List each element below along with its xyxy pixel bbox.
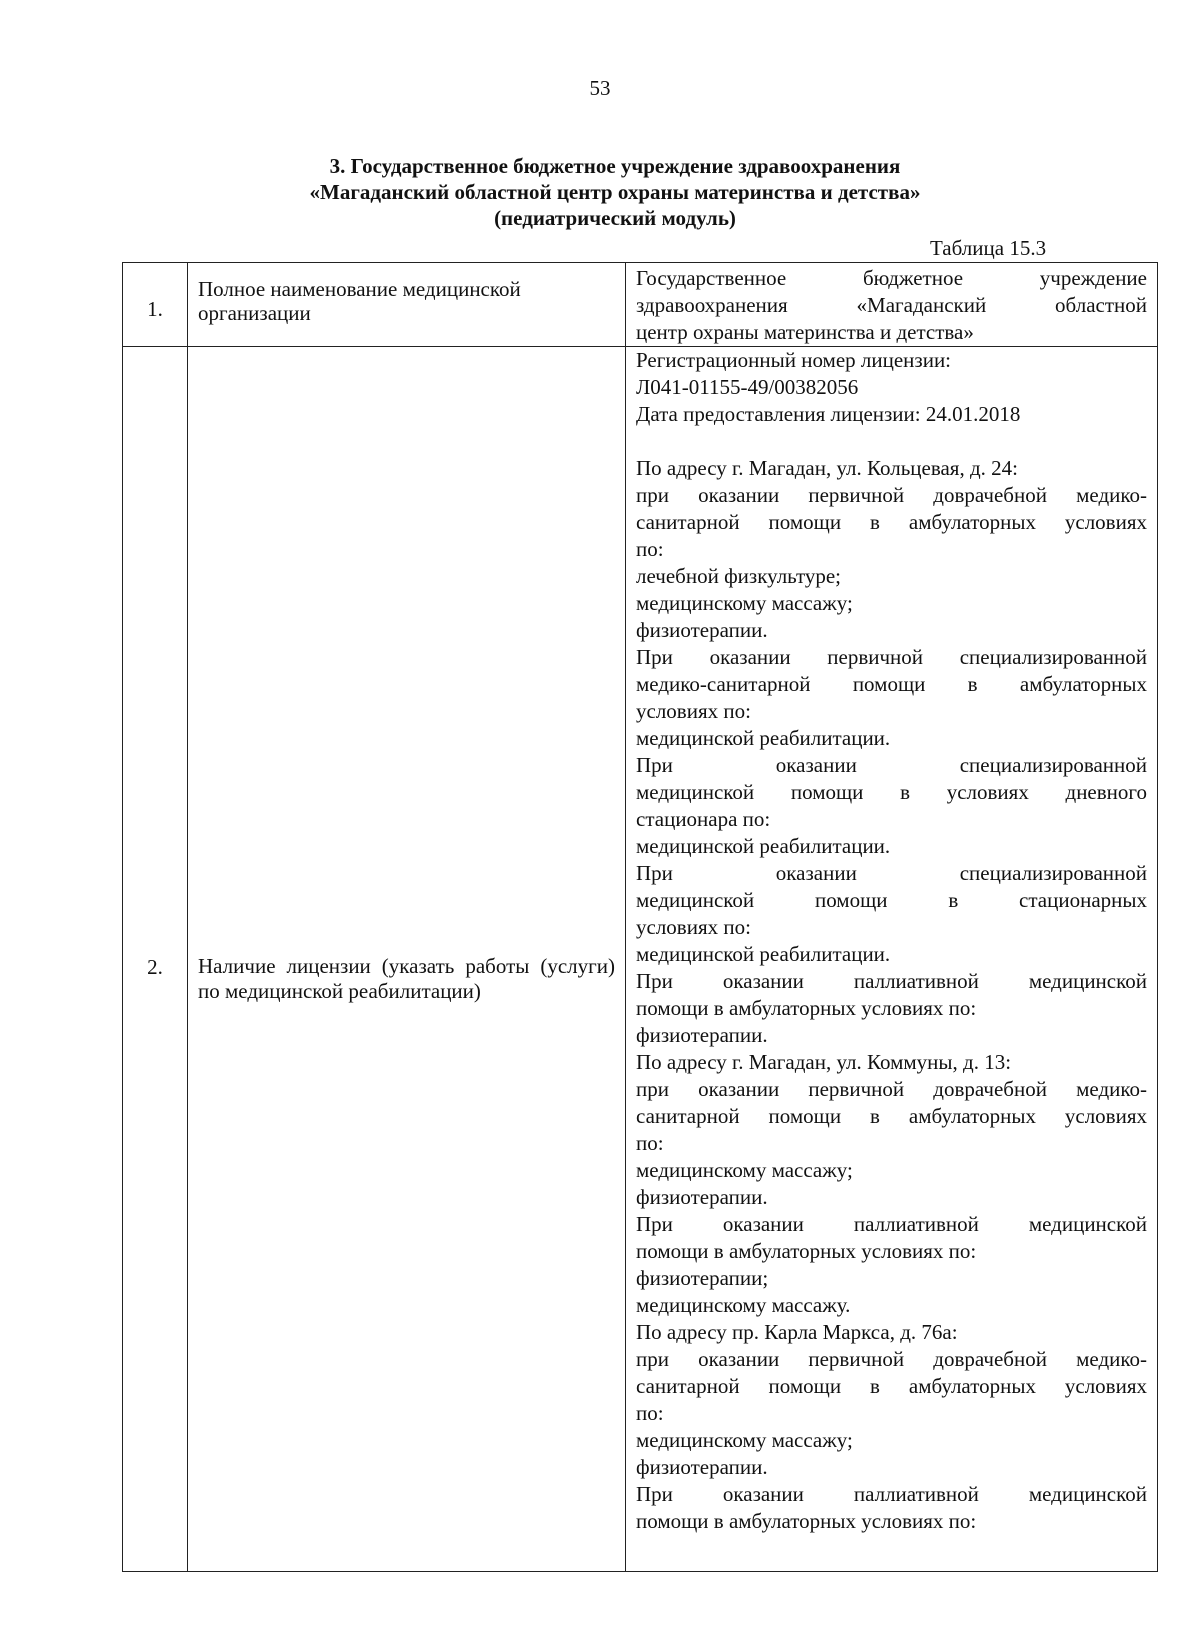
license-line: при оказании первичной доврачебной медико-: [636, 1347, 1147, 1371]
row-value-cell: [626, 347, 1158, 1572]
license-line: физиотерапии.: [636, 1023, 768, 1047]
license-line: При оказании паллиативной медицинской: [636, 1482, 1147, 1506]
document-title: [150, 153, 1080, 231]
license-line: медицинскому массажу;: [636, 1158, 853, 1182]
row-label-cell: [188, 347, 626, 1572]
license-line: медицинской помощи в стационарных: [636, 888, 1147, 912]
license-line: помощи в амбулаторных условиях по:: [636, 1509, 977, 1533]
license-details: [636, 347, 1147, 1535]
license-line: При оказании паллиативной медицинской: [636, 1212, 1147, 1236]
title-line-3: (педиатрический модуль): [494, 206, 736, 230]
license-line: по:: [636, 1401, 664, 1425]
row-value: [636, 263, 1147, 346]
license-line: Дата предоставления лицензии: 24.01.2018: [636, 402, 1021, 426]
license-line: физиотерапии.: [636, 1185, 768, 1209]
license-line: по:: [636, 537, 664, 561]
title-line-1: 3. Государственное бюджетное учреждение здравоохранения: [329, 154, 901, 178]
license-line: физиотерапии.: [636, 1455, 768, 1479]
license-line: помощи в амбулаторных условиях по:: [636, 996, 977, 1020]
license-line: По адресу г. Магадан, ул. Коммуны, д. 13:: [636, 1050, 1012, 1074]
license-line: при оказании первичной доврачебной медико-: [636, 1077, 1147, 1101]
license-line: условиях по:: [636, 699, 751, 723]
license-table: [122, 262, 1158, 1572]
license-line: медицинской реабилитации.: [636, 834, 891, 858]
row-label: Наличие лицензии (указать работы (услуги) по медицинской реабилитации): [198, 954, 615, 1003]
row-number-cell: [123, 347, 188, 1572]
license-line: При оказании первичной специализированной: [636, 645, 1147, 669]
license-line: санитарной помощи в амбулаторных условиях: [636, 510, 1147, 534]
table-row: [123, 347, 1158, 1572]
license-line: санитарной помощи в амбулаторных условиях: [636, 1374, 1147, 1398]
license-line: медицинской реабилитации.: [636, 726, 891, 750]
license-line: медицинскому массажу;: [636, 1428, 853, 1452]
title-line-2: «Магаданский областной центр охраны материнства и детства»: [309, 180, 921, 204]
page-number: 53: [589, 76, 611, 100]
license-line: стационара по:: [636, 807, 771, 831]
license-line: медицинской реабилитации.: [636, 942, 891, 966]
license-line: При оказании паллиативной медицинской: [636, 969, 1147, 993]
license-line: Регистрационный номер лицензии:: [636, 348, 952, 372]
value-line: Государственное бюджетное учреждение: [636, 266, 1147, 290]
row-number: 1.: [147, 297, 163, 321]
license-line: медико-санитарной помощи в амбулаторных: [636, 672, 1147, 696]
license-line: По адресу пр. Карла Маркса, д. 76а:: [636, 1320, 958, 1344]
row-number-cell: [123, 263, 188, 347]
license-line: санитарной помощи в амбулаторных условиях: [636, 1104, 1147, 1128]
license-line: физиотерапии.: [636, 618, 768, 642]
license-line: медицинскому массажу.: [636, 1293, 851, 1317]
license-line: лечебной физкультуре;: [636, 564, 842, 588]
license-line: медицинской помощи в условиях дневного: [636, 780, 1147, 804]
license-line: условиях по:: [636, 915, 751, 939]
license-line: медицинскому массажу;: [636, 591, 853, 615]
license-line: Л041-01155-49/00382056: [636, 375, 859, 399]
row-label: Полное наименование медицинской организации: [198, 277, 521, 325]
table-row: [123, 263, 1158, 347]
table-label: Таблица 15.3: [930, 236, 1047, 260]
license-line: по:: [636, 1131, 664, 1155]
value-line: здравоохранения «Магаданский областной: [636, 293, 1147, 317]
blank-line: [636, 428, 1147, 455]
license-line: физиотерапии;: [636, 1266, 769, 1290]
license-line: По адресу г. Магадан, ул. Кольцевая, д. 24:: [636, 456, 1018, 480]
license-line: При оказании специализированной: [636, 753, 1147, 777]
license-line: помощи в амбулаторных условиях по:: [636, 1239, 977, 1263]
license-line: при оказании первичной доврачебной медико-: [636, 483, 1147, 507]
row-number: 2.: [147, 955, 163, 979]
value-line: центр охраны материнства и детства»: [636, 320, 974, 344]
license-line: При оказании специализированной: [636, 861, 1147, 885]
row-label-cell: [188, 263, 626, 347]
row-value-cell: [626, 263, 1158, 347]
